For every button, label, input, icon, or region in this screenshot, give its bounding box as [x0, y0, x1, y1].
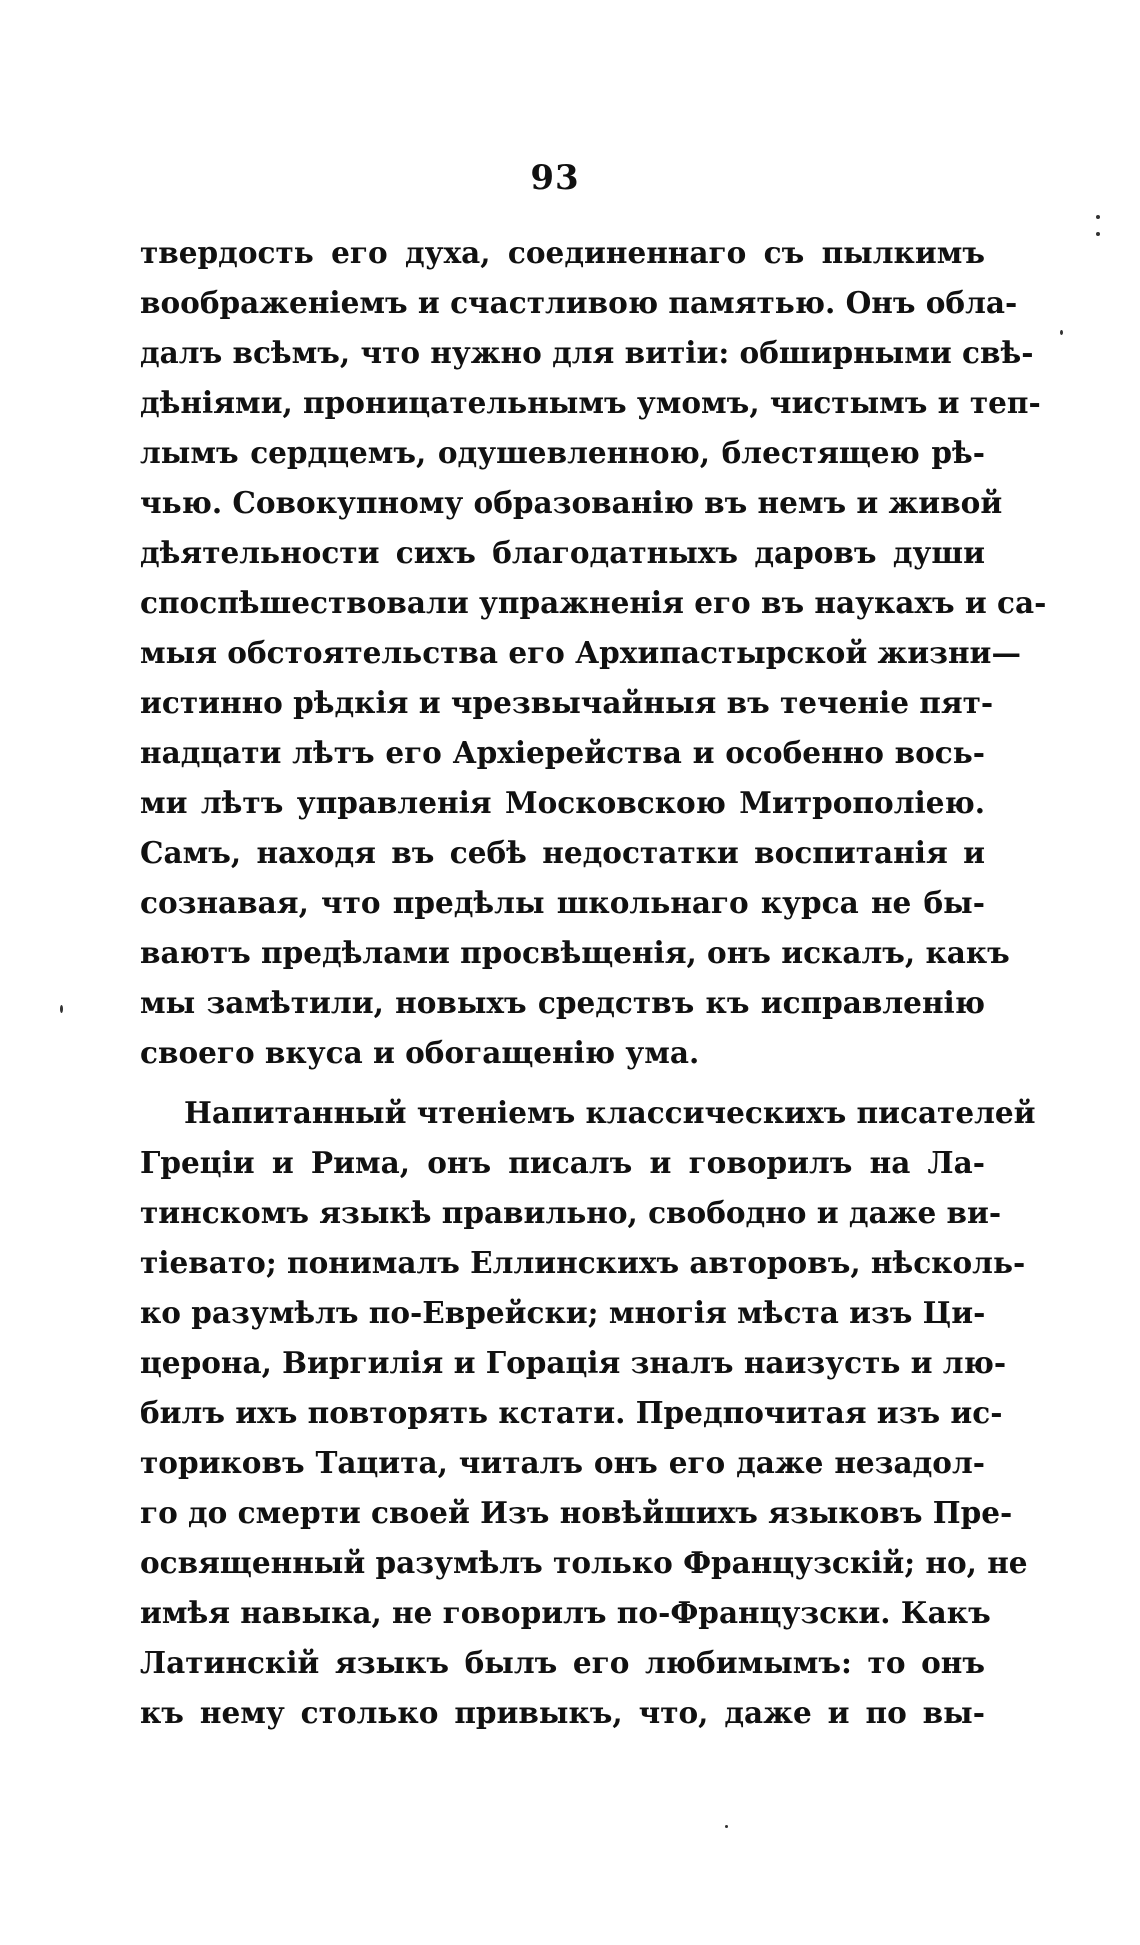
text-line: тiевато; понималъ Еллинскихъ авторовъ, нѣсколь- — [140, 1245, 1026, 1280]
text-line: мы замѣтили, новыхъ средствъ къ исправленiю — [140, 985, 985, 1020]
paragraph — [140, 1088, 1036, 1738]
text-line: своего вкуса и обогащенiю ума. — [140, 1035, 700, 1070]
ink-speck — [1060, 330, 1063, 335]
paragraph — [140, 228, 1047, 1078]
text-line: чью. Совокупному образованiю въ немъ и живой — [140, 485, 1003, 520]
text-line: твердость его духа, соединеннаго съ пылкимъ — [140, 235, 985, 270]
text-line: Грецiи и Рима, онъ писалъ и говорилъ на Ла- — [140, 1145, 985, 1180]
text-line: имѣя навыка, не говорилъ по-Французски. Какъ — [140, 1595, 991, 1630]
text-line: споспѣшествовали упражненiя его въ наукахъ и са- — [140, 585, 1047, 620]
text-line: дѣнiями, проницательнымъ умомъ, чистымъ и теп- — [140, 385, 1041, 420]
page-number: 93 — [530, 158, 580, 198]
text-line: къ нему столько привыкъ, что, даже и по вы- — [140, 1695, 985, 1730]
text-line: Самъ, находя въ себѣ недостатки воспитанiя и — [140, 835, 985, 870]
text-line: далъ всѣмъ, что нужно для витiи: обширными свѣ- — [140, 335, 1034, 370]
text-line: лымъ сердцемъ, одушевленною, блестящею рѣ- — [140, 435, 985, 470]
ink-speck — [1096, 215, 1100, 219]
text-line: мыя обстоятельства его Архипастырской жизни— — [140, 635, 1021, 670]
text-line: освященный разумѣлъ только Французскiй; но, не — [140, 1545, 1028, 1580]
text-line: сознавая, что предѣлы школьнаго курса не бы- — [140, 885, 985, 920]
text-line: дѣятельности сихъ благодатныхъ даровъ души — [140, 535, 985, 570]
text-line: ториковъ Тацита, читалъ онъ его даже незадол- — [140, 1445, 985, 1480]
ink-speck — [725, 1825, 728, 1828]
text-line: надцати лѣтъ его Архiерейства и особенно вось- — [140, 735, 985, 770]
text-line: Напитанный чтенiемъ классическихъ писателей — [184, 1095, 1036, 1130]
ink-speck — [60, 1005, 63, 1013]
text-line: го до смерти своей Изъ новѣйшихъ языковъ Пре- — [140, 1495, 1013, 1530]
text-line: Латинскiй языкъ былъ его любимымъ: то онъ — [140, 1645, 985, 1680]
text-line: церона, Виргилiя и Горацiя зналъ наизусть и лю- — [140, 1345, 1007, 1380]
text-line: билъ ихъ повторять кстати. Предпочитая изъ ис- — [140, 1395, 1003, 1430]
text-line: ми лѣтъ управленiя Московскою Митрополiею. — [140, 785, 985, 820]
text-line: ко разумѣлъ по-Еврейски; многiя мѣста изъ Ци- — [140, 1295, 986, 1330]
text-line: воображенiемъ и счастливою памятью. Онъ обла- — [140, 285, 1018, 320]
text-line: ваютъ предѣлами просвѣщенiя, онъ искалъ, какъ — [140, 935, 1010, 970]
text-line: истинно рѣдкiя и чрезвычайныя въ теченiе пят- — [140, 685, 994, 720]
ink-speck — [1096, 232, 1100, 236]
text-line: тинскомъ языкѣ правильно, свободно и даже ви- — [140, 1195, 1002, 1230]
body-text — [140, 228, 1047, 1738]
